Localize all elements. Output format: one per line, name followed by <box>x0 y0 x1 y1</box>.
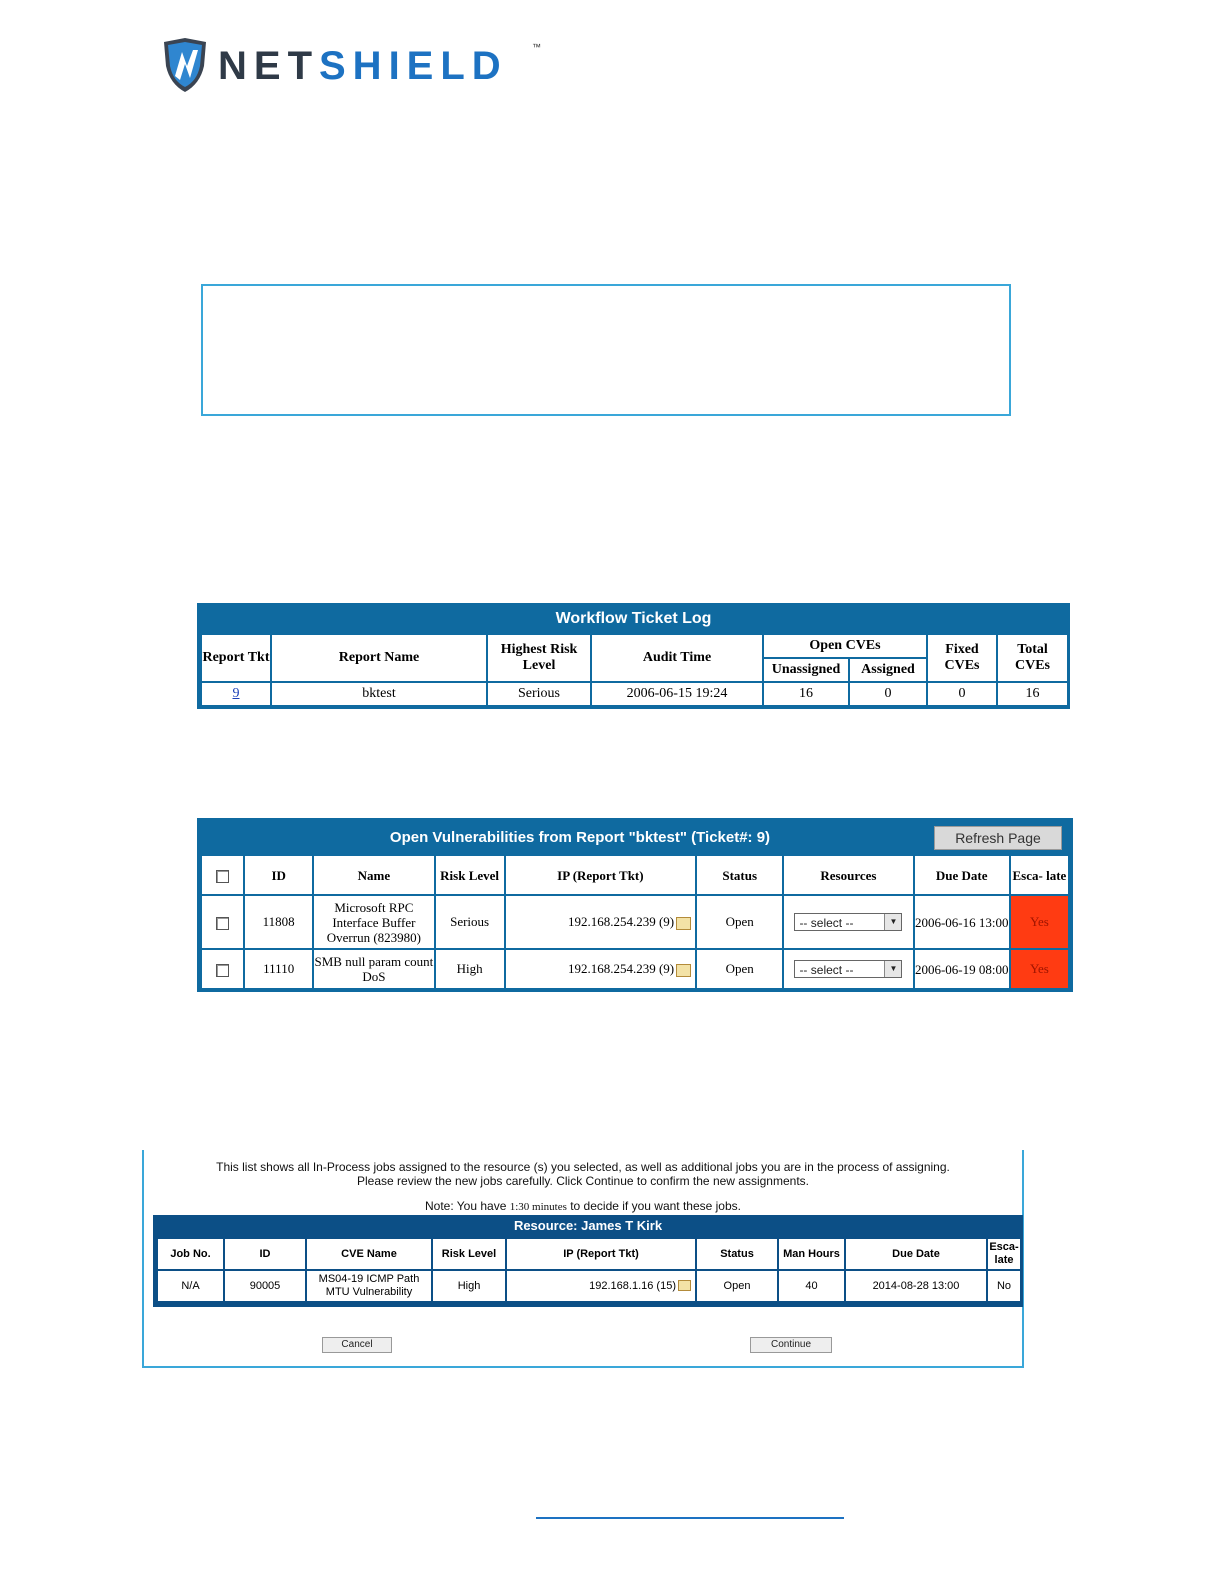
resource-table <box>156 1237 1022 1303</box>
id-cell: 90005 <box>224 1270 306 1302</box>
resource-select[interactable] <box>794 960 902 978</box>
resources-cell <box>783 895 913 949</box>
timer-note <box>144 1199 1022 1213</box>
fixed-cves-cell: 0 <box>927 682 997 706</box>
header-status: Status <box>696 855 783 895</box>
intro-line-1: This list shows all In-Process jobs assigned to the resource (s) you selected, as well as additional jobs you are in the process of assigning. <box>216 1160 950 1174</box>
resource-panel <box>153 1215 1023 1307</box>
header-name: Name <box>313 855 434 895</box>
header-man-hours: Man Hours <box>778 1238 845 1270</box>
risk-cell: High <box>435 949 505 989</box>
header-assigned: Assigned <box>849 658 927 682</box>
due-date-cell: 2006-06-16 13:00 <box>914 895 1010 949</box>
ip-text: 192.168.1.16 (15) <box>589 1279 676 1292</box>
logo-wordmark <box>218 40 508 92</box>
header-risk-level: Risk Level <box>432 1238 506 1270</box>
chevron-down-icon: ▼ <box>884 961 901 977</box>
trademark: ™ <box>532 42 541 52</box>
logo-net: NET <box>218 44 319 88</box>
table-row <box>157 1270 1021 1302</box>
header-resources: Resources <box>783 855 913 895</box>
row-select-cell <box>201 895 244 949</box>
continue-button[interactable]: Continue <box>750 1337 832 1353</box>
risk-cell: High <box>432 1270 506 1302</box>
row-select-cell <box>201 949 244 989</box>
header-unassigned: Unassigned <box>763 658 849 682</box>
refresh-page-button[interactable]: Refresh Page <box>934 826 1062 850</box>
unassigned-cell: 16 <box>763 682 849 706</box>
row-checkbox[interactable] <box>216 917 229 930</box>
id-cell: 11110 <box>244 949 313 989</box>
header-due-date: Due Date <box>845 1238 987 1270</box>
header-due-date: Due Date <box>914 855 1010 895</box>
workflow-ticket-log <box>197 603 1070 709</box>
note-prefix: Note: You have <box>424 1199 507 1213</box>
resource-select-value: -- select -- <box>799 916 854 930</box>
intro-line-2: Please review the new jobs carefully. Click Continue to confirm the new assignments. <box>357 1174 809 1188</box>
ip-text: 192.168.254.239 (9) <box>567 914 675 929</box>
select-all-checkbox[interactable] <box>216 870 229 883</box>
select-all-cell <box>201 855 244 895</box>
row-checkbox[interactable] <box>216 964 229 977</box>
edit-note-icon[interactable] <box>676 917 691 930</box>
ip-text: 192.168.254.239 (9) <box>567 961 675 976</box>
id-cell: 11808 <box>244 895 313 949</box>
logo-shield: SHIELD <box>319 44 508 88</box>
header-escalate: Esca- late <box>1010 855 1069 895</box>
ip-cell <box>506 1270 696 1302</box>
chevron-down-icon: ▼ <box>884 914 901 930</box>
header-ip: IP (Report Tkt) <box>505 855 696 895</box>
highest-risk-cell: Serious <box>487 682 591 706</box>
header-ip: IP (Report Tkt) <box>506 1238 696 1270</box>
workflow-table <box>200 633 1069 707</box>
name-cell: SMB null param count DoS <box>313 949 434 989</box>
header-status: Status <box>696 1238 778 1270</box>
vulnerabilities-table <box>200 854 1070 990</box>
header-report-name: Report Name <box>271 634 487 682</box>
cancel-button[interactable]: Cancel <box>322 1337 392 1353</box>
edit-note-icon[interactable] <box>678 1280 691 1291</box>
header-report-tkt: Report Tkt <box>201 634 271 682</box>
ip-cell <box>505 949 696 989</box>
edit-note-icon[interactable] <box>676 964 691 977</box>
escalate-cell: Yes <box>1010 895 1069 949</box>
cve-name-cell: MS04-19 ICMP Path MTU Vulnerability <box>306 1270 432 1302</box>
due-date-cell: 2014-08-28 13:00 <box>845 1270 987 1302</box>
shield-icon <box>160 36 210 94</box>
risk-cell: Serious <box>435 895 505 949</box>
report-name-cell: bktest <box>271 682 487 706</box>
assigned-cell: 0 <box>849 682 927 706</box>
header-job-no: Job No. <box>157 1238 224 1270</box>
resource-select[interactable] <box>794 913 902 931</box>
header-open-cves: Open CVEs <box>763 634 927 658</box>
escalate-cell: No <box>987 1270 1021 1302</box>
header-id: ID <box>244 855 313 895</box>
table-row <box>201 682 1068 706</box>
status-cell: Open <box>696 1270 778 1302</box>
resource-select-value: -- select -- <box>799 963 854 977</box>
man-hours-cell: 40 <box>778 1270 845 1302</box>
report-tkt-cell <box>201 682 271 706</box>
workflow-title: Workflow Ticket Log <box>555 610 712 627</box>
header-escalate: Esca- late <box>987 1238 1021 1270</box>
header-id: ID <box>224 1238 306 1270</box>
table-row <box>201 949 1069 989</box>
status-cell: Open <box>696 949 783 989</box>
empty-frame <box>201 284 1011 416</box>
header-total-cves: Total CVEs <box>997 634 1068 682</box>
header-risk-level: Risk Level <box>435 855 505 895</box>
resources-cell <box>783 949 913 989</box>
vulnerabilities-title: Open Vulnerabilities from Report "bktest" (Ticket#: 9) <box>389 829 771 846</box>
escalate-cell: Yes <box>1010 949 1069 989</box>
open-vulnerabilities-panel <box>197 818 1073 992</box>
header-highest-risk: Highest Risk Level <box>487 634 591 682</box>
note-time: 1:30 minutes <box>509 1201 567 1213</box>
resource-title: Resource: James T Kirk <box>513 1218 663 1233</box>
header-audit-time: Audit Time <box>591 634 763 682</box>
netshield-logo <box>160 36 550 96</box>
ip-cell <box>505 895 696 949</box>
header-cve-name: CVE Name <box>306 1238 432 1270</box>
total-cves-cell: 16 <box>997 682 1068 706</box>
report-tkt-link[interactable]: 9 <box>232 686 240 701</box>
job-no-cell: N/A <box>157 1270 224 1302</box>
note-suffix: to decide if you want these jobs. <box>570 1199 741 1213</box>
due-date-cell: 2006-06-19 08:00 <box>914 949 1010 989</box>
footer-rule <box>536 1517 844 1519</box>
status-cell: Open <box>696 895 783 949</box>
name-cell: Microsoft RPC Interface Buffer Overrun (823980) <box>313 895 434 949</box>
table-row <box>201 895 1069 949</box>
header-fixed-cves: Fixed CVEs <box>927 634 997 682</box>
audit-time-cell: 2006-06-15 19:24 <box>591 682 763 706</box>
